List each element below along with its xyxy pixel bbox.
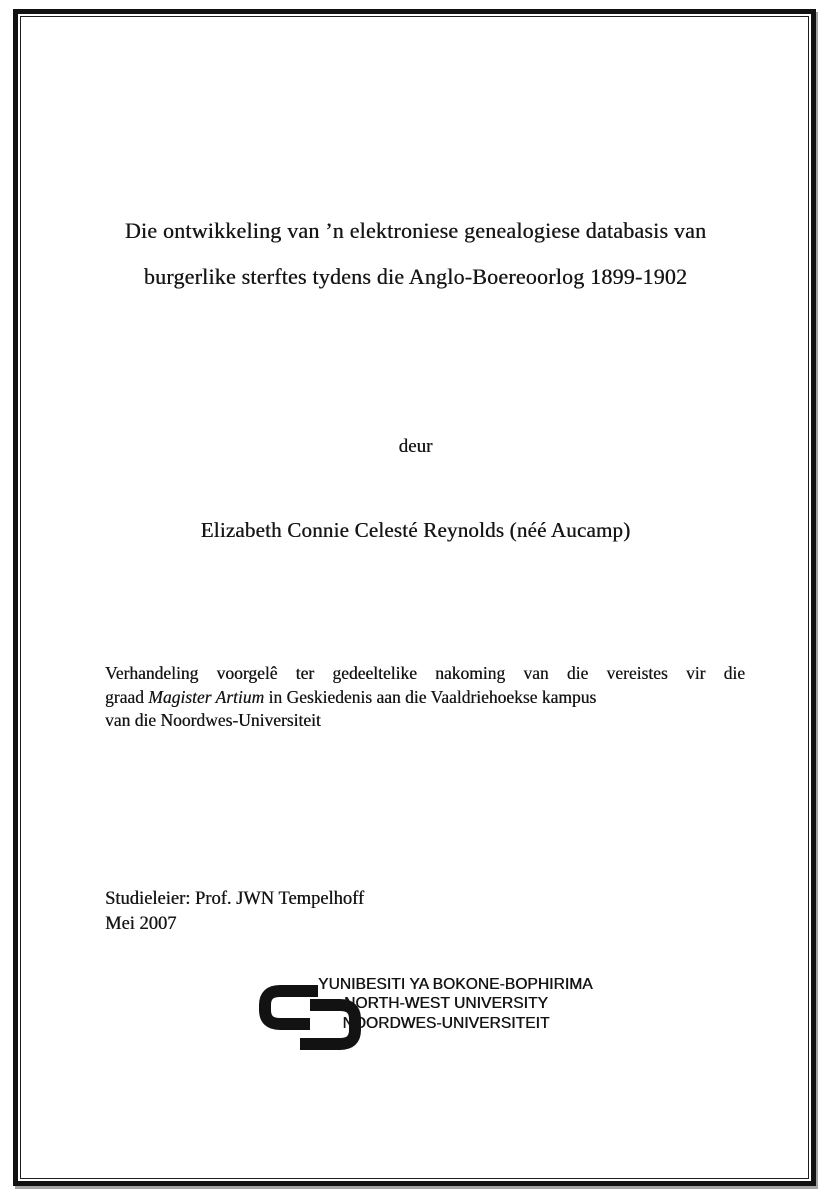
supervisor-line: Studieleier: Prof. JWN Tempelhoff: [105, 889, 365, 909]
thesis-title-line1: Die ontwikkeling van ’n elektroniese genealogiese databasis van: [124, 218, 707, 243]
submission-statement: [105, 662, 745, 733]
logo-line-afrikaans: NOORDWES-UNIVERSITEIT: [342, 1014, 550, 1032]
submission-line2: [105, 686, 745, 710]
logo-line-english: NORTH-WEST UNIVERSITY: [344, 995, 548, 1013]
byline-deur: deur: [398, 436, 433, 457]
author-name: Elizabeth Connie Celesté Reynolds (néé Aucamp): [200, 518, 631, 542]
supervisor-block: [105, 887, 364, 936]
university-logo-text: [318, 975, 593, 1033]
submission-line1: Verhandeling voorgelê ter gedeeltelike nakoming van die vereistes vir die: [105, 663, 745, 683]
submission-line2-pre: graad: [105, 686, 149, 707]
logo-line-setswana: YUNIBESITI YA BOKONE-BOPHIRIMA: [318, 976, 593, 993]
date-line: Mei 2007: [105, 913, 177, 934]
submission-line3: van die Noordwes-Universiteit: [105, 710, 321, 731]
degree-name: Magister Artium: [148, 686, 265, 707]
thesis-title-line2: burgerlike sterftes tydens die Anglo-Boereoorlog 1899-1902: [143, 264, 688, 289]
submission-line2-post: in Geskiedenis aan die Vaaldriehoekse kampus: [264, 686, 597, 707]
thesis-title: [40, 208, 791, 300]
